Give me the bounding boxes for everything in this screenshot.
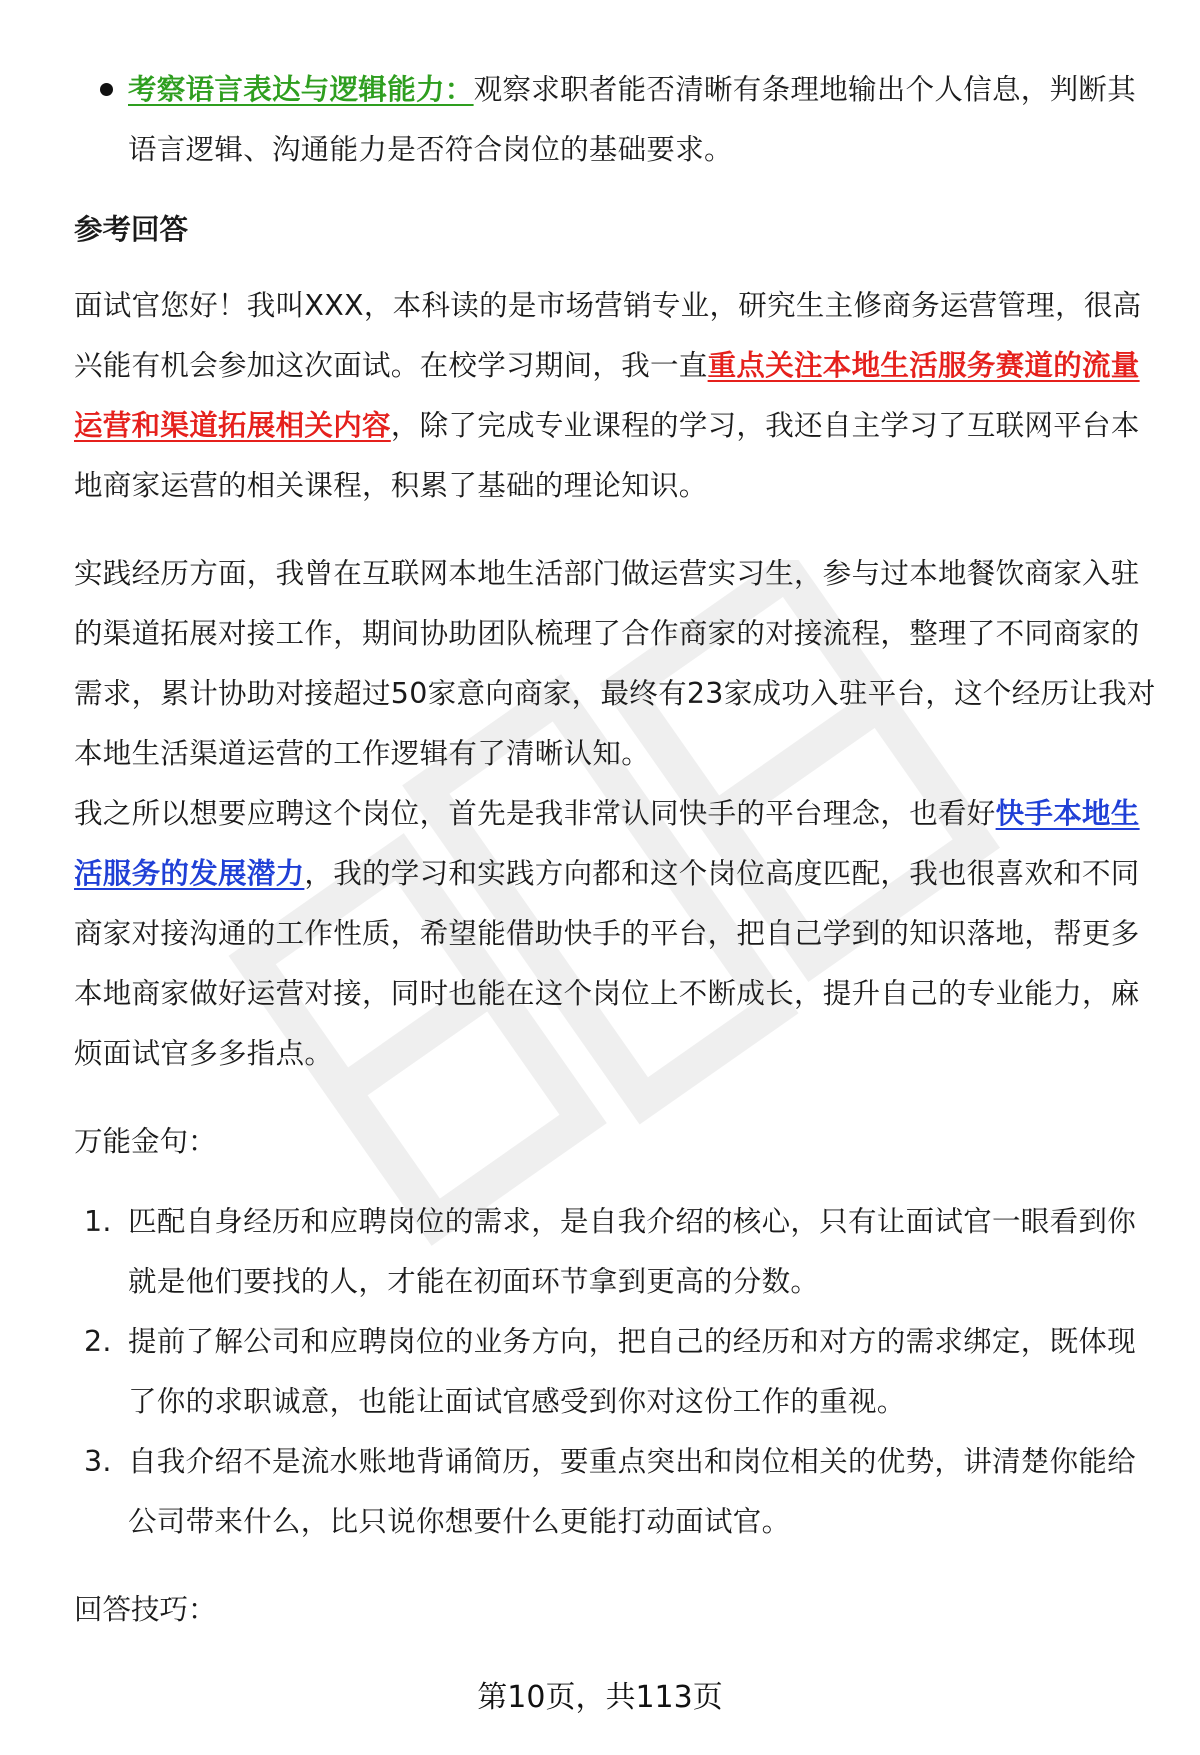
answer-paragraph-1 <box>74 276 1156 516</box>
para1-highlight: 重点关注本地生活服务赛道的流量运营和渠道拓展相关内容 <box>74 349 1140 442</box>
list-item-number: 3. <box>84 1445 112 1478</box>
bullet-lead: 考察语言表达与逻辑能力： <box>128 73 474 106</box>
list-item-text: 提前了解公司和应聘岗位的业务方向，把自己的经历和对方的需求绑定，既体现了你的求职诚意，也能让面试官感受到你对这份工作的重视。 <box>128 1325 1137 1418</box>
golden-sentences-label: 万能金句： <box>74 1125 217 1158</box>
bullet-dot-icon <box>100 83 113 96</box>
list-item <box>74 1432 1156 1552</box>
para1-post: ，除了完成专业课程的学习，我还自主学习了互联网平台本地商家运营的相关课程，积累了基础的理论知识。 <box>74 409 1140 502</box>
answer-paragraph-2: 实践经历方面，我曾在互联网本地生活部门做运营实习生，参与过本地餐饮商家入驻的渠道拓展对接工作，期间协助团队梳理了合作商家的对接流程，整理了不同商家的需求，累计协助对接超过50家意向商家，最终有23家成功入驻平台，这个经历让我对本地生活渠道运营的工作逻辑有了清晰认知。 <box>74 557 1156 770</box>
para1-pre: 面试官您好！我叫XXX，本科读的是市场营销专业，研究生主修商务运营管理，很高兴能有机会参加这次面试。在校学习期间，我一直 <box>74 289 1142 382</box>
para3-pre: 我之所以想要应聘这个岗位，首先是我非常认同快手的平台理念，也看好 <box>74 797 996 830</box>
para3-post: ，我的学习和实践方向都和这个岗位高度匹配，我也很喜欢和不同商家对接沟通的工作性质，希望能借助快手的平台，把自己学到的知识落地，帮更多本地商家做好运营对接，同时也能在这个岗位上不断成长，提升自己的专业能力，麻烦面试官多多指点。 <box>74 857 1140 1070</box>
list-item-number: 1. <box>84 1205 112 1238</box>
main-content <box>74 60 1156 1640</box>
list-item-text: 匹配自身经历和应聘岗位的需求，是自我介绍的核心，只有让面试官一眼看到你就是他们要找的人，才能在初面环节拿到更高的分数。 <box>128 1205 1137 1298</box>
list-item-number: 2. <box>84 1325 112 1358</box>
bullet-text: 观察求职者能否清晰有条理地输出个人信息，判断其语言逻辑、沟通能力是否符合岗位的基础要求。 <box>128 73 1137 166</box>
list-item <box>74 1312 1156 1432</box>
golden-sentences-list <box>74 1192 1156 1552</box>
para3-highlight: 快手本地生活服务的发展潜力 <box>74 797 1140 890</box>
list-item-text: 自我介绍不是流水账地背诵简历，要重点突出和岗位相关的优势，讲清楚你能给公司带来什么，比只说你想要什么更能打动面试官。 <box>128 1445 1137 1538</box>
list-item <box>74 1192 1156 1312</box>
section-heading: 参考回答 <box>74 213 189 246</box>
page-number-footer: 第10页，共113页 <box>477 1680 723 1715</box>
bullet-item <box>74 60 1156 180</box>
answer-paragraph-3 <box>74 784 1156 1084</box>
answer-tips-label: 回答技巧： <box>74 1593 217 1626</box>
